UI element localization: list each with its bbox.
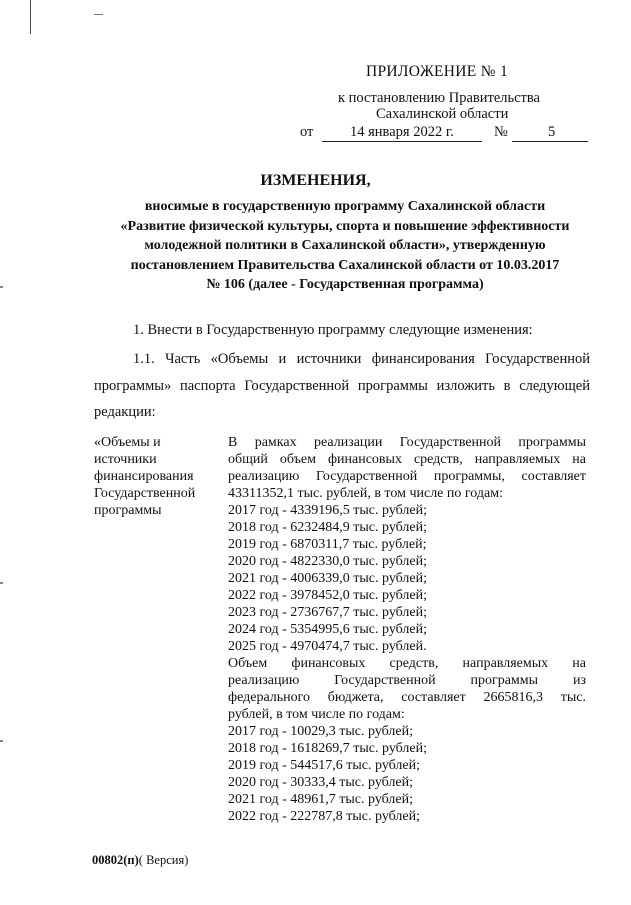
right-col-line: рублей, в том числе по годам: bbox=[228, 707, 405, 722]
decree-reference-line2: Сахалинской области bbox=[376, 106, 509, 122]
document-code: 00802(п) bbox=[92, 853, 139, 867]
decree-date-number-row bbox=[300, 124, 590, 144]
subtitle-line: «Развитие физической культуры, спорта и повышение эффективности bbox=[120, 218, 570, 234]
left-col-line: Государственной bbox=[94, 486, 196, 501]
right-col-line: Объем финансовых средств, направляемых на bbox=[228, 656, 586, 671]
year-amount-line: 2017 год - 10029,3 тыс. рублей; bbox=[228, 724, 414, 739]
number-underline bbox=[512, 141, 588, 142]
decree-date: 14 января 2022 г. bbox=[350, 124, 454, 140]
from-label: от bbox=[300, 124, 314, 140]
edge-tick bbox=[0, 740, 3, 742]
year-amount-line: 2020 год - 4822330,0 тыс. рублей; bbox=[228, 554, 428, 569]
right-col-line: В рамках реализации Государственной программы bbox=[228, 435, 586, 450]
year-amount-line: 2024 год - 5354995,6 тыс. рублей; bbox=[228, 622, 428, 637]
subtitle-line: постановлением Правительства Сахалинской области от 10.03.2017 bbox=[130, 257, 560, 273]
year-amount-line: 2018 год - 1618269,7 тыс. рублей; bbox=[228, 741, 428, 756]
subtitle-line: № 106 (далее - Государственная программа) bbox=[206, 277, 484, 292]
scan-dash-mark bbox=[94, 14, 103, 15]
year-amount-line: 2018 год - 6232484,9 тыс. рублей; bbox=[228, 520, 428, 535]
year-amount-line: 2025 год - 4970474,7 тыс. рублей. bbox=[228, 639, 427, 654]
item-1-1-line: программы» паспорта Государственной программы изложить в следующей bbox=[94, 378, 590, 394]
appendix-label: ПРИЛОЖЕНИЕ № 1 bbox=[366, 63, 509, 80]
document-version: ( Версия) bbox=[138, 853, 189, 867]
scan-margin-mark bbox=[30, 0, 31, 34]
number-sign: № bbox=[494, 124, 508, 140]
left-col-line: «Объемы и bbox=[94, 435, 161, 450]
item-1: 1. Внести в Государственную программу следующие изменения: bbox=[133, 322, 533, 338]
document-subtitle bbox=[90, 197, 600, 295]
left-col-line: источники bbox=[94, 452, 157, 467]
item-1-1-line: 1.1. Часть «Объемы и источники финансирования Государственной bbox=[133, 351, 590, 367]
year-amount-line: 2021 год - 4006339,0 тыс. рублей; bbox=[228, 571, 428, 586]
year-amount-line: 2020 год - 30333,4 тыс. рублей; bbox=[228, 775, 414, 790]
subtitle-line: молодежной политики в Сахалинской области», утвержденную bbox=[144, 238, 546, 253]
subtitle-line: вносимые в государственную программу Сахалинской области bbox=[144, 199, 546, 214]
left-col-line: программы bbox=[94, 503, 162, 518]
year-amount-line: 2019 год - 6870311,7 тыс. рублей; bbox=[228, 537, 427, 552]
year-amount-line: 2021 год - 48961,7 тыс. рублей; bbox=[228, 792, 414, 807]
edge-tick bbox=[0, 582, 3, 584]
table-left-column bbox=[94, 434, 195, 519]
decree-reference-line1: к постановлению Правительства bbox=[338, 90, 540, 106]
date-underline bbox=[322, 141, 482, 142]
item-1-1-line: редакции: bbox=[94, 404, 156, 420]
right-col-line: реализацию Государственной программы, составляет bbox=[228, 469, 586, 484]
right-col-line: федерального бюджета, составляет 2665816,3 тыс. bbox=[228, 690, 586, 705]
year-amount-line: 2022 год - 3978452,0 тыс. рублей; bbox=[228, 588, 428, 603]
decree-number: 5 bbox=[548, 124, 556, 140]
year-amount-line: 2019 год - 544517,6 тыс. рублей; bbox=[228, 758, 421, 773]
table-right-column bbox=[228, 434, 586, 825]
year-amount-line: 2022 год - 222787,8 тыс. рублей; bbox=[228, 809, 421, 824]
right-col-line: общий объем финансовых средств, направляемых на bbox=[228, 452, 586, 467]
year-amount-line: 2017 год - 4339196,5 тыс. рублей; bbox=[228, 503, 428, 518]
left-col-line: финансирования bbox=[94, 469, 194, 484]
right-col-line: 43311352,1 тыс. рублей, в том числе по годам: bbox=[228, 486, 503, 501]
year-amount-line: 2023 год - 2736767,7 тыс. рублей; bbox=[228, 605, 428, 620]
document-title: ИЗМЕНЕНИЯ, bbox=[260, 172, 371, 189]
right-col-line: реализацию Государственной программы из bbox=[228, 673, 586, 688]
edge-tick bbox=[0, 286, 3, 288]
document-footer bbox=[92, 853, 188, 868]
